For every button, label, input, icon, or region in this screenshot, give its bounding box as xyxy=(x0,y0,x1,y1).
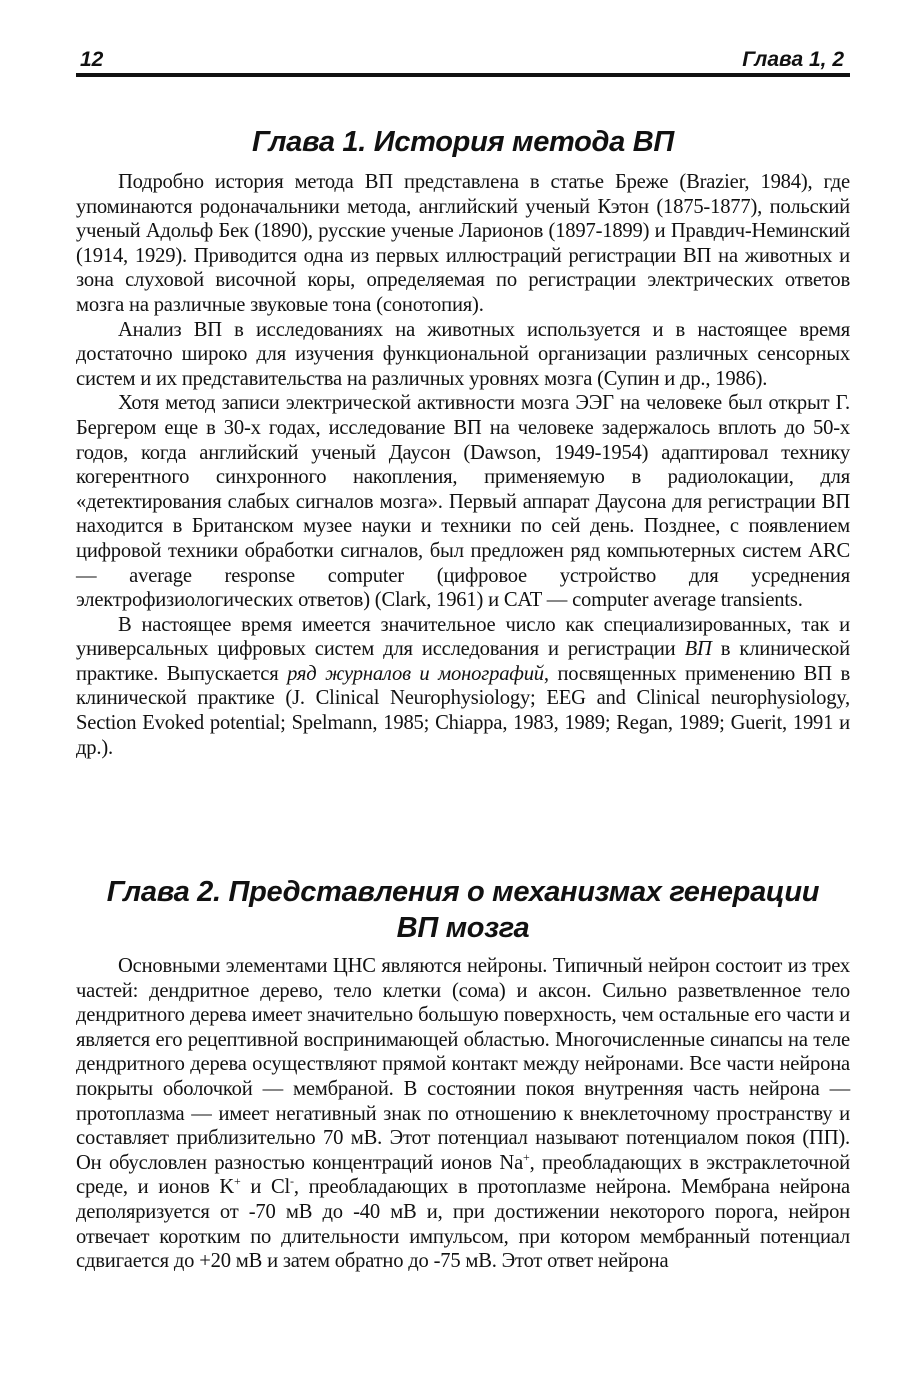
chapter-1-body xyxy=(76,170,850,760)
superscript: - xyxy=(290,1174,294,1189)
text-run: , преобладающих в экстраклеточной среде, и ионов K xyxy=(76,1151,850,1199)
chapter-2-title-line-2: ВП мозга xyxy=(396,912,530,944)
chapter-1-title: Глава 1. История метода ВП xyxy=(252,126,674,158)
page-number: 12 xyxy=(80,48,104,71)
paragraph: Подробно история метода ВП представлена в статье Бреже (Brazier, 1984), где упоминаются родоначальники метода, английский ученый Кэтон (1875-1877), польский ученый Адольф Бек (1890), русские ученые Ларионов (1897-1899) и Правдич-Неминский (1914, 1929). Приводится одна из первых иллюстраций регистрации ВП на животных и зона слуховой височной коры, определяемая по регистрации электрических ответов мозга на различные звуковые тона (сонотопия). xyxy=(76,171,850,316)
chapter-2-title-line-1: Глава 2. Представления о механизмах генерации xyxy=(106,876,820,908)
text-run: и Cl xyxy=(240,1176,291,1199)
text-run: В настоящее время имеется значительное число как специализированных, так и универсальных цифровых систем для исследования и регистрации xyxy=(76,613,850,661)
chapter-2-title xyxy=(76,874,850,946)
header-rule-divider xyxy=(76,73,850,77)
running-head-chapter-ref: Глава 1, 2 xyxy=(742,48,844,71)
italic-text-run: ряд журналов и монографий xyxy=(287,662,544,685)
text-run: , преобладающих в протоплазме нейрона. Мембрана нейрона деполяризуется от -70 мВ до -40 мВ и, при достижении некоторого порога, нейрон отвечает коротким по длительности импульсом, при котором мембранный потенциал сдвигается до +20 мВ и затем обратно до -75 мВ. Этот ответ нейрона xyxy=(76,1176,850,1273)
superscript: + xyxy=(234,1174,241,1189)
text-run: Основными элементами ЦНС являются нейроны. Типичный нейрон состоит из трех частей: дендритное дерево, тело клетки (сома) и аксон. Сильно разветвленное тело дендритного дерева имеет значительно большую поверхность, чем остальные его части и является его рецептивной воспринимающей областью. Многочисленные синапсы на теле дендритного дерева осуществляют прямой контакт между нейронами. Все части нейрона покрыты оболочкой — мембраной. В состоянии покоя внутренняя часть нейрона — протоплазма — имеет негативный знак по отношению к внеклеточному пространству и составляет приблизительно 70 мВ. Этот потенциал называют потенциалом покоя (ПП). Он обусловлен разностью концентраций ионов Na xyxy=(76,955,850,1174)
paragraph: Анализ ВП в исследованиях на животных используется и в настоящее время достаточно широко для изучения функциональной организации различных сенсорных систем и их представительства на различных уровнях мозга (Супин и др., 1986). xyxy=(76,318,850,390)
text-run: в клинической практике. Выпускается xyxy=(76,638,850,685)
chapter-2-body xyxy=(76,954,850,1274)
italic-text-run: ВП xyxy=(684,638,712,661)
text-run: , посвященных применению ВП в клинической практике (J. Clinical Neurophysiology; EEG and Clinical neurophysiology, Section Evoked potential; Spelmann, 1985; Chiappa, 1983, 1989; Regan, 1989; Guerit, 1991 и др.). xyxy=(76,662,850,759)
paragraph xyxy=(76,613,850,761)
paragraph: Хотя метод записи электрической активности мозга ЭЭГ на человеке был открыт Г. Бергером еще в 30-х годах, исследование ВП на человеке задержалось вплоть до 50-х годов, когда английский ученый Даусон (Dawson, 1949-1954) адаптировал технику когерентного синхронного накопления, применяемую в радиолокации, для «детектирования слабых сигналов мозга». Первый аппарат Даусона для регистрации ВП находится в Британском музее науки и техники по сей день. Позднее, с появлением цифровой техники обработки сигналов, был предложен ряд компьютерных систем ARC— average response computer (цифровое устройство для усреднения электрофизиологических ответов) (Clark, 1961) и CAT — computer average transients. xyxy=(76,392,850,612)
paragraph xyxy=(76,954,850,1274)
superscript: + xyxy=(523,1149,530,1164)
